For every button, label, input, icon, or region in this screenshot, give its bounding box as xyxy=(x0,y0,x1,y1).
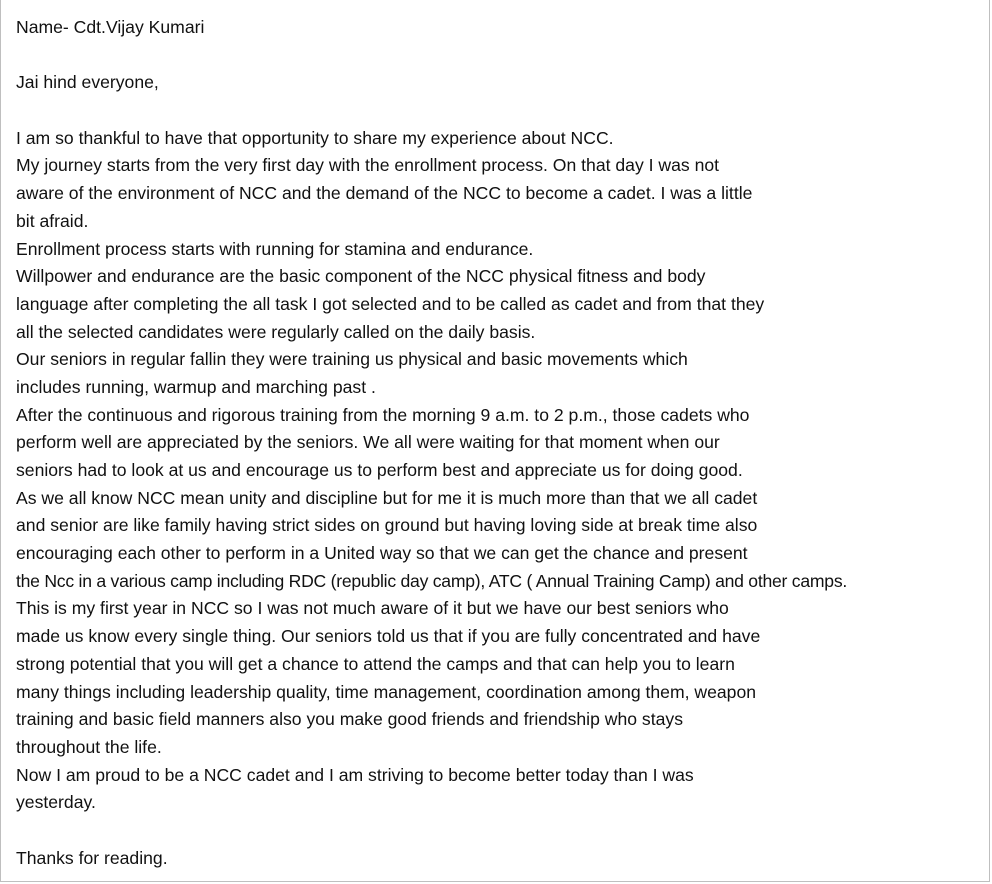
body-line: Willpower and endurance are the basic component of the NCC physical fitness and body xyxy=(16,266,706,287)
body-line: throughout the life. xyxy=(16,736,162,757)
body-line: many things including leadership quality, time management, coordination among them, weapon xyxy=(16,681,757,702)
body-line: seniors had to look at us and encourage us to perform best and appreciate us for doing good. xyxy=(16,460,743,480)
body-line: After the continuous and rigorous training from the morning 9 a.m. to 2 p.m., those cadets who xyxy=(16,404,750,425)
body-line: bit afraid. xyxy=(16,210,89,231)
greeting-line: Jai hind everyone, xyxy=(16,72,159,93)
closing-line: Thanks for reading. xyxy=(16,847,168,868)
body-line: I am so thankful to have that opportunity to share my experience about NCC. xyxy=(16,127,614,148)
body-line: Enrollment process starts with running for stamina and endurance. xyxy=(16,238,534,259)
document-body xyxy=(16,14,988,872)
body-line: My journey starts from the very first day with the enrollment process. On that day I was not xyxy=(16,155,720,176)
body-line: training and basic field manners also you make good friends and friendship who stays xyxy=(16,709,683,730)
body-line: As we all know NCC mean unity and discipline but for me it is much more than that we all cadet xyxy=(16,487,758,508)
body-line: language after completing the all task I got selected and to be called as cadet and from that they xyxy=(16,293,765,314)
body-line: Our seniors in regular fallin they were training us physical and basic movements which xyxy=(16,349,688,370)
body-line: the Ncc in a various camp including RDC (republic day camp), ATC ( Annual Training Camp) and other camps. xyxy=(16,570,848,591)
body-text xyxy=(16,125,988,817)
body-line: This is my first year in NCC so I was not much aware of it but we have our best seniors who xyxy=(16,598,729,619)
body-line: yesterday. xyxy=(16,792,96,813)
body-line: Now I am proud to be a NCC cadet and I am striving to become better today than I was xyxy=(16,764,694,785)
body-line: made us know every single thing. Our seniors told us that if you are fully concentrated and have xyxy=(16,626,761,647)
body-line: perform well are appreciated by the seniors. We all were waiting for that moment when our xyxy=(16,432,720,453)
blank-line xyxy=(16,817,988,845)
body-line: includes running, warmup and marching past . xyxy=(16,376,376,397)
blank-line xyxy=(16,42,988,70)
body-line: and senior are like family having strict sides on ground but having loving side at break time also xyxy=(16,515,758,536)
body-line: encouraging each other to perform in a United way so that we can get the chance and present xyxy=(16,543,748,564)
author-name-line: Name- Cdt.Vijay Kumari xyxy=(16,17,205,37)
body-line: all the selected candidates were regularly called on the daily basis. xyxy=(16,321,536,342)
blank-line xyxy=(16,97,988,125)
body-line: aware of the environment of NCC and the demand of the NCC to become a cadet. I was a little xyxy=(16,183,753,204)
body-line: strong potential that you will get a chance to attend the camps and that can help you to learn xyxy=(16,653,735,674)
